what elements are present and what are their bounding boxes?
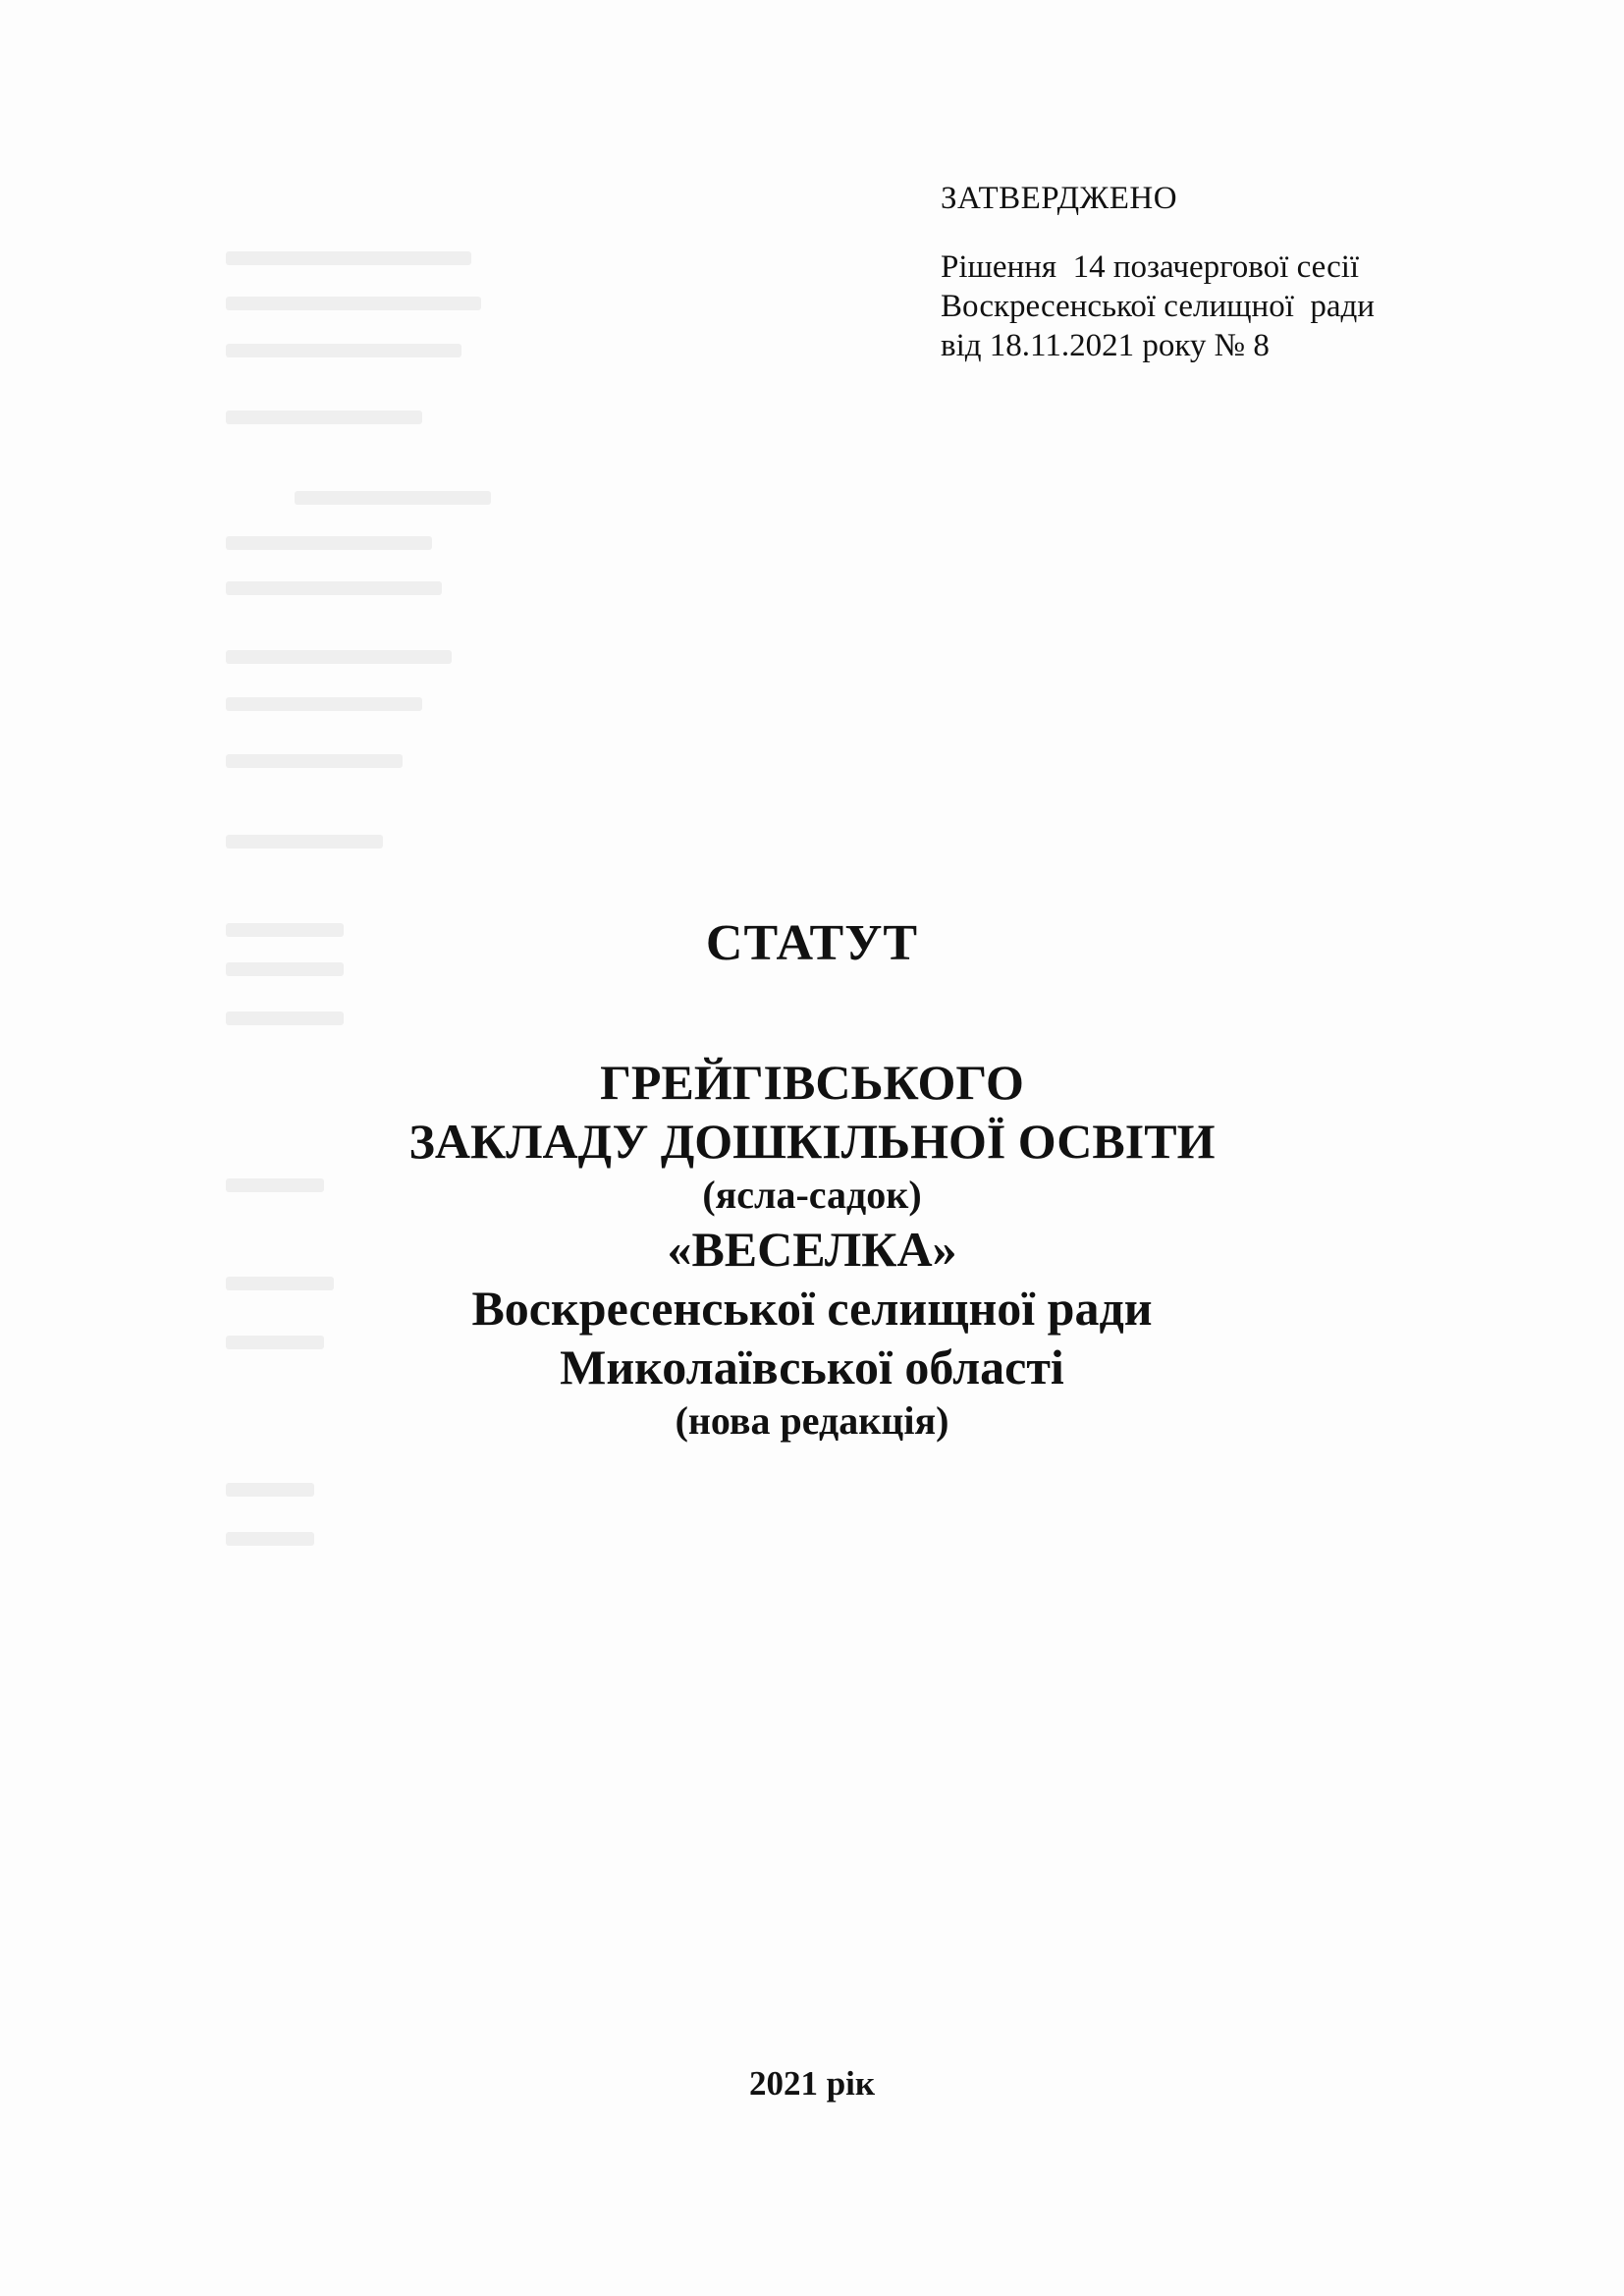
approval-council-line: Воскресенської селищної ради — [941, 289, 1375, 324]
institution-type: (ясла-садок) — [702, 1173, 922, 1217]
institution-name-block — [0, 1053, 1624, 1446]
approval-date-line: від 18.11.2021 року № 8 — [941, 328, 1270, 363]
institution-region: Миколаївської області — [560, 1339, 1064, 1394]
approval-heading: ЗАТВЕРДЖЕНО — [941, 181, 1178, 216]
document-year: 2021 рік — [748, 2064, 876, 2103]
institution-name-line-1: ГРЕЙГІВСЬКОГО — [600, 1055, 1024, 1110]
edition-note: (нова редакція) — [675, 1398, 949, 1443]
institution-name-line-2: ЗАКЛАДУ ДОШКІЛЬНОЇ ОСВІТИ — [408, 1114, 1216, 1169]
institution-council: Воскресенської селищної ради — [471, 1281, 1153, 1336]
approval-decision-line: Рішення 14 позачергової сесії — [941, 249, 1360, 285]
institution-short-name: «ВЕСЕЛКА» — [667, 1222, 957, 1277]
approval-block — [941, 179, 1569, 365]
document-title: СТАТУТ — [705, 915, 919, 971]
